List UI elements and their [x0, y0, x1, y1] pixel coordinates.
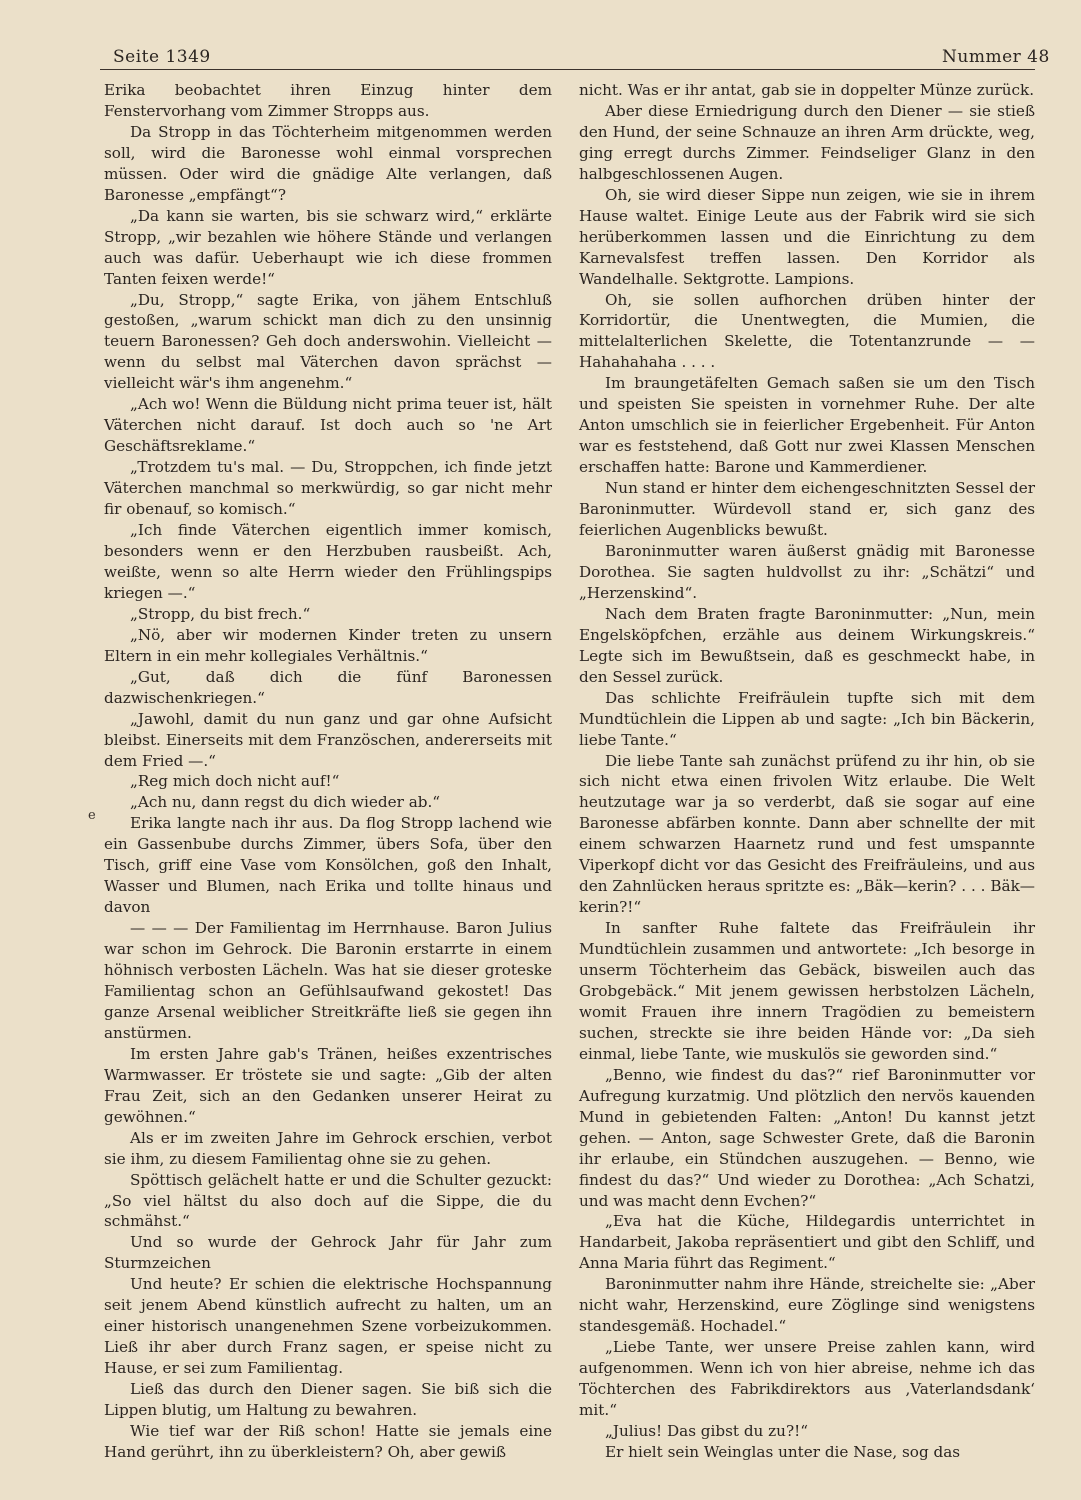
paragraph: „Julius! Das gibst du zu?!“ — [605, 1422, 808, 1440]
paragraph: „Eva hat die Küche, Hildegardis unterrichtet in Handarbeit, Jakoba repräsentiert und gibt den Schliff, und Anna Maria führt das Regiment.“ — [579, 1212, 1035, 1273]
paragraph: In sanfter Ruhe faltete das Freifräulein ihr Mundtüchlein zusammen und antwortete: „Ich besorge in unserm Töchterheim das Gebäck, bisweilen auch das Grobgebäck.“ Mit jenem gewissen herbstolzen Lächeln, womit Frauen ihre innern Tragödien zu bemeistern suchen, streckte sie ihre beiden Hände vor: „Da sieh einmal, liebe Tante, wie muskulös sie geworden sind.“ — [579, 919, 1035, 1063]
header-rule — [100, 69, 1035, 70]
paragraph: Und so wurde der Gehrock Jahr für Jahr zum Sturmzeichen — [104, 1233, 552, 1273]
paragraph: Nach dem Braten fragte Baroninmutter: „Nun, mein Engelsköpfchen, erzähle aus deinem Wirkungskreis.“ Legte sich im Bewußtsein, daß es geschmeckt habe, in den Sessel zurück. — [579, 604, 1035, 686]
paragraph: „Ich finde Väterchen eigentlich immer komisch, besonders wenn er den Herzbuben rausbeißt. Ach, weißte, wenn so alte Herrn wieder den Frühlingspips kriegen —.“ — [104, 521, 552, 602]
paragraph: Im ersten Jahre gab's Tränen, heißes exzentrisches Warmwasser. Er tröstete sie und sagte: „Gib der alten Frau Zeit, sich an den Gedanken unserer Heirat zu gewöhnen.“ — [104, 1044, 552, 1126]
paragraph: Baroninmutter waren äußerst gnädig mit Baronesse Dorothea. Sie sagten huldvollst zu ihr: „Schätzi“ und „Herzenskind“. — [579, 541, 1035, 602]
paragraph: Aber diese Erniedrigung durch den Diener — sie stieß den Hund, der seine Schnauze an ihren Arm drückte, weg, ging erregt durchs Zimmer. Feindseliger Glanz in den halbgeschlossenen Augen. — [579, 101, 1035, 183]
paragraph: Die liebe Tante sah zunächst prüfend zu ihr hin, ob sie sich nicht etwa einen frivolen Witz erlaube. Die Welt heutzutage war ja so verderbt, daß sie sogar auf eine Baronesse abfärben konnte. Dann aber schnellte der mit einem schwarzen Haarnetz rund und fest umspannte Viperkopf dicht vor das Gesicht des Freifräuleins, und aus den Zahnlücken heraus spritzte es: „Bäk—kerin? . . . Bäk—kerin?!“ — [579, 751, 1035, 917]
paragraph: Im braungetäfelten Gemach saßen sie um den Tisch und speisten Sie speisten in vornehmer Ruhe. Der alte Anton umschlich sie in feierlicher Ergebenheit. Für Anton war es feststehend, daß Gott nur zwei Klassen Menschen erschaffen hatte: Barone und Kammerdiener. — [579, 374, 1035, 477]
paragraph: Er hielt sein Weinglas unter die Nase, sog das — [605, 1442, 961, 1461]
paragraph: Erika langte nach ihr aus. Da flog Stropp lachend wie ein Gassenbube durchs Zimmer, übers Sofa, über den Tisch, griff eine Vase vom Konsölchen, goß den Inhalt, Wasser und Blumen, nach Erika und tollte hinaus und davon — [104, 814, 552, 917]
text-column-right — [579, 80, 1035, 1463]
paragraph: „Da kann sie warten, bis sie schwarz wird,“ erklärte Stropp, „wir bezahlen wie höhere Stände und verlangen auch was dafür. Ueberhaupt wie ich diese frommen Tanten feixen werde!“ — [104, 206, 552, 288]
paragraph: „Nö, aber wir modernen Kinder treten zu unsern Eltern in ein mehr kollegiales Verhältnis.“ — [104, 625, 552, 665]
paragraph: — — — Der Familientag im Herrnhause. Baron Julius war schon im Gehrock. Die Baronin erstarrte in einem höhnisch verbosten Lächeln. Was hat sie dieser groteske Familientag schon an Gefühlsaufwand gekostet! Das ganze Arsenal weiblicher Streitkräfte ließ sie gegen ihn anstürmen. — [104, 919, 552, 1042]
paragraph: Wie tief war der Riß schon! Hatte sie jemals eine Hand gerührt, ihn zu überkleistern? Oh, aber gewiß — [104, 1422, 552, 1461]
paragraph: Erika beobachtet ihren Einzug hinter dem Fenstervorhang vom Zimmer Stropps aus. — [104, 81, 552, 120]
paragraph: Nun stand er hinter dem eichengeschnitzten Sessel der Baroninmutter. Würdevoll stand er, sich ganz des feierlichen Augenblicks bewußt. — [579, 479, 1035, 540]
paragraph: Und heute? Er schien die elektrische Hochspannung seit jenem Abend künstlich aufrecht zu halten, um an einer historisch unangenehmen Szene vorbeizukommen. Ließ ihr aber durch Franz sagen, er speise nicht zu Hause, er sei zum Familientag. — [104, 1275, 552, 1378]
paragraph: Oh, sie sollen aufhorchen drüben hinter der Korridortür, die Unentwegten, die Mumien, die mittelalterlichen Skelette, die Totentanzrunde — — Hahahahaha . . . . — [579, 290, 1035, 372]
paragraph: „Stropp, du bist frech.“ — [130, 604, 311, 623]
paragraph: „Du, Stropp,“ sagte Erika, von jähem Entschluß gestoßen, „warum schickt man dich zu den unsinnig teuern Baronessen? Geh doch anderswohin. Vielleicht —wenn du selbst mal Väterchen davon sprächst — vielleicht wär's ihm angenehm.“ — [104, 290, 552, 393]
paragraph: „Reg mich doch nicht auf!“ — [130, 772, 340, 791]
margin-mark: e — [88, 808, 96, 823]
text-column-left — [104, 80, 552, 1463]
paragraph: Oh, sie wird dieser Sippe nun zeigen, wie sie in ihrem Hause waltet. Einige Leute aus der Fabrik wird sie sich herüberkommen lassen und die Einrichtung zu dem Karnevalsfest treffen lassen. Den Korridor als Wandelhalle. Sektgrotte. Lampions. — [579, 185, 1035, 288]
paragraph: „Trotzdem tu's mal. — Du, Stroppchen, ich finde jetzt Väterchen manchmal so merkwürdig, so gar nicht mehr fir obenauf, so komisch.“ — [104, 458, 552, 519]
paragraph: Baroninmutter nahm ihre Hände, streichelte sie: „Aber nicht wahr, Herzenskind, eure Zöglinge sind wenigstens standesgemäß. Hochadel.“ — [579, 1275, 1035, 1336]
paragraph: Als er im zweiten Jahre im Gehrock erschien, verbot sie ihm, zu diesem Familientag ohne sie zu gehen. — [104, 1128, 552, 1168]
paragraph: Spöttisch gelächelt hatte er und die Schulter gezuckt: „So viel hältst du also doch auf die Sippe, die du schmähst.“ — [104, 1170, 552, 1231]
paragraph: Da Stropp in das Töchterheim mitgenommen werden soll, wird die Baronesse wohl einmal vorsprechen müssen. Oder wird die gnädige Alte verlangen, daß Baronesse „empfängt“? — [104, 122, 552, 204]
paragraph: Ließ das durch den Diener sagen. Sie biß sich die Lippen blutig, um Haltung zu bewahren. — [104, 1380, 552, 1420]
paragraph: nicht. Was er ihr antat, gab sie in doppelter Münze zurück. — [579, 81, 1035, 99]
paragraph: Das schlichte Freifräulein tupfte sich mit dem Mundtüchlein die Lippen ab und sagte: „Ich bin Bäckerin, liebe Tante.“ — [579, 688, 1035, 749]
paragraph: „Liebe Tante, wer unsere Preise zahlen kann, wird aufgenommen. Wenn ich von hier abreise, nehme ich das Töchterchen des Fabrikdirektors aus ‚Vaterlandsdank‘ mit.“ — [579, 1338, 1035, 1420]
paragraph: „Ach wo! Wenn die Büldung nicht prima teuer ist, hält Väterchen nicht darauf. Ist doch auch so 'ne Art Geschäftsreklame.“ — [104, 395, 552, 456]
page-number: Seite 1349 — [113, 47, 211, 67]
issue-number: Nummer 48 — [942, 47, 1050, 67]
paragraph: „Jawohl, damit du nun ganz und gar ohne Aufsicht bleibst. Einerseits mit dem Französchen, andererseits mit dem Fried —.“ — [104, 709, 552, 770]
paragraph: „Ach nu, dann regst du dich wieder ab.“ — [130, 793, 441, 812]
paragraph: „Gut, daß dich die fünf Baronessen dazwischenkriegen.“ — [104, 667, 552, 707]
paragraph: „Benno, wie findest du das?“ rief Baroninmutter vor Aufregung kurzatmig. Und plötzlich den nervös kauenden Mund in gebietenden Falten: „Anton! Du kannst jetzt gehen. — Anton, sage Schwester Grete, daß die Baronin ihr erlaube, ein Stündchen auszugehen. — Benno, wie findest du das?“ Und wieder zu Dorothea: „Ach Schatzi, und was macht denn Evchen?“ — [579, 1065, 1035, 1210]
